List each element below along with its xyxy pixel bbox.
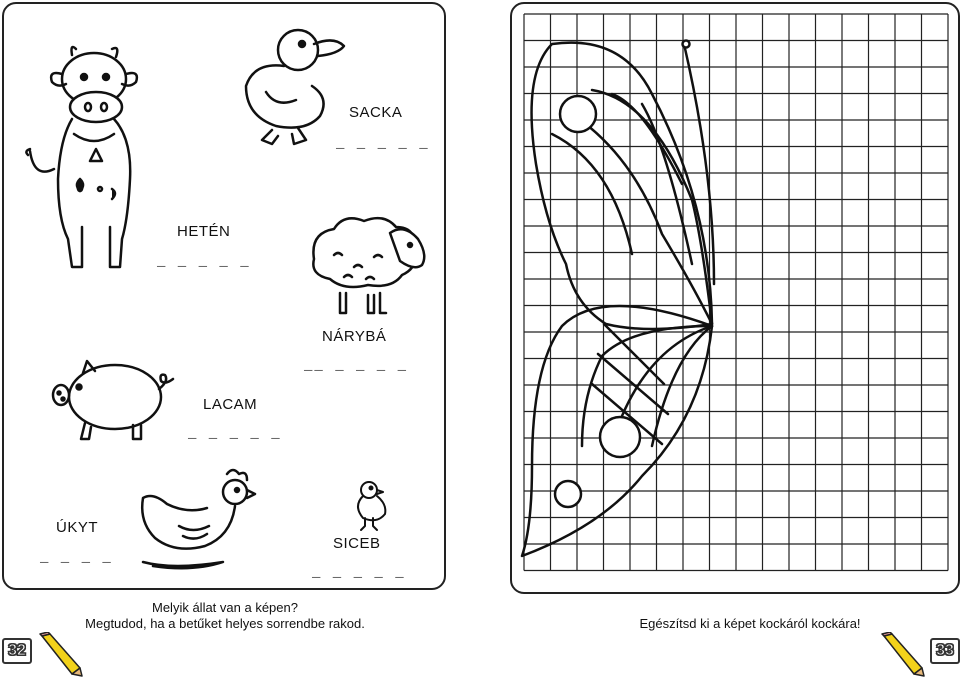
answer-blanks-sacka[interactable]: _ _ _ _ _ xyxy=(336,136,430,152)
word-narybá: NÁRYBÁ xyxy=(322,328,387,345)
word-ukyt: ÚKYT xyxy=(56,519,99,536)
word-heten: HETÉN xyxy=(177,223,231,240)
right-instructions: Egészítsd ki a képet kockáról kockára! xyxy=(639,616,861,631)
cow-icon xyxy=(14,39,144,274)
word-lacam: LACAM xyxy=(203,396,258,413)
drawing-grid[interactable] xyxy=(512,4,958,592)
left-worksheet-panel xyxy=(2,2,446,590)
instruction-line-1: Melyik állat van a képen? xyxy=(152,600,298,615)
pencil-icon xyxy=(36,632,84,678)
word-sacka: SACKA xyxy=(349,104,403,121)
answer-blanks-lacam[interactable]: _ _ _ _ _ xyxy=(188,426,282,442)
left-instructions xyxy=(60,600,390,632)
right-grid-panel xyxy=(510,2,960,594)
answer-blanks-siceb[interactable]: _ _ _ _ _ xyxy=(312,565,406,581)
pig-icon xyxy=(49,349,179,449)
chick-icon xyxy=(349,478,393,532)
hen-icon xyxy=(139,466,259,578)
answer-blanks-ukyt[interactable]: _ _ _ _ xyxy=(40,550,113,566)
page-number-left: 32 xyxy=(2,638,32,664)
pencil-icon xyxy=(878,632,926,678)
instruction-line-2: Megtudod, ha a betűket helyes sorrendbe rakod. xyxy=(85,616,365,631)
answer-blanks-narybá[interactable]: __ _ _ _ _ xyxy=(304,358,409,374)
answer-blanks-heten[interactable]: _ _ _ _ _ xyxy=(157,254,251,270)
sheep-icon xyxy=(304,209,434,319)
page-number-right: 33 xyxy=(930,638,960,664)
word-siceb: SICEB xyxy=(333,535,381,552)
